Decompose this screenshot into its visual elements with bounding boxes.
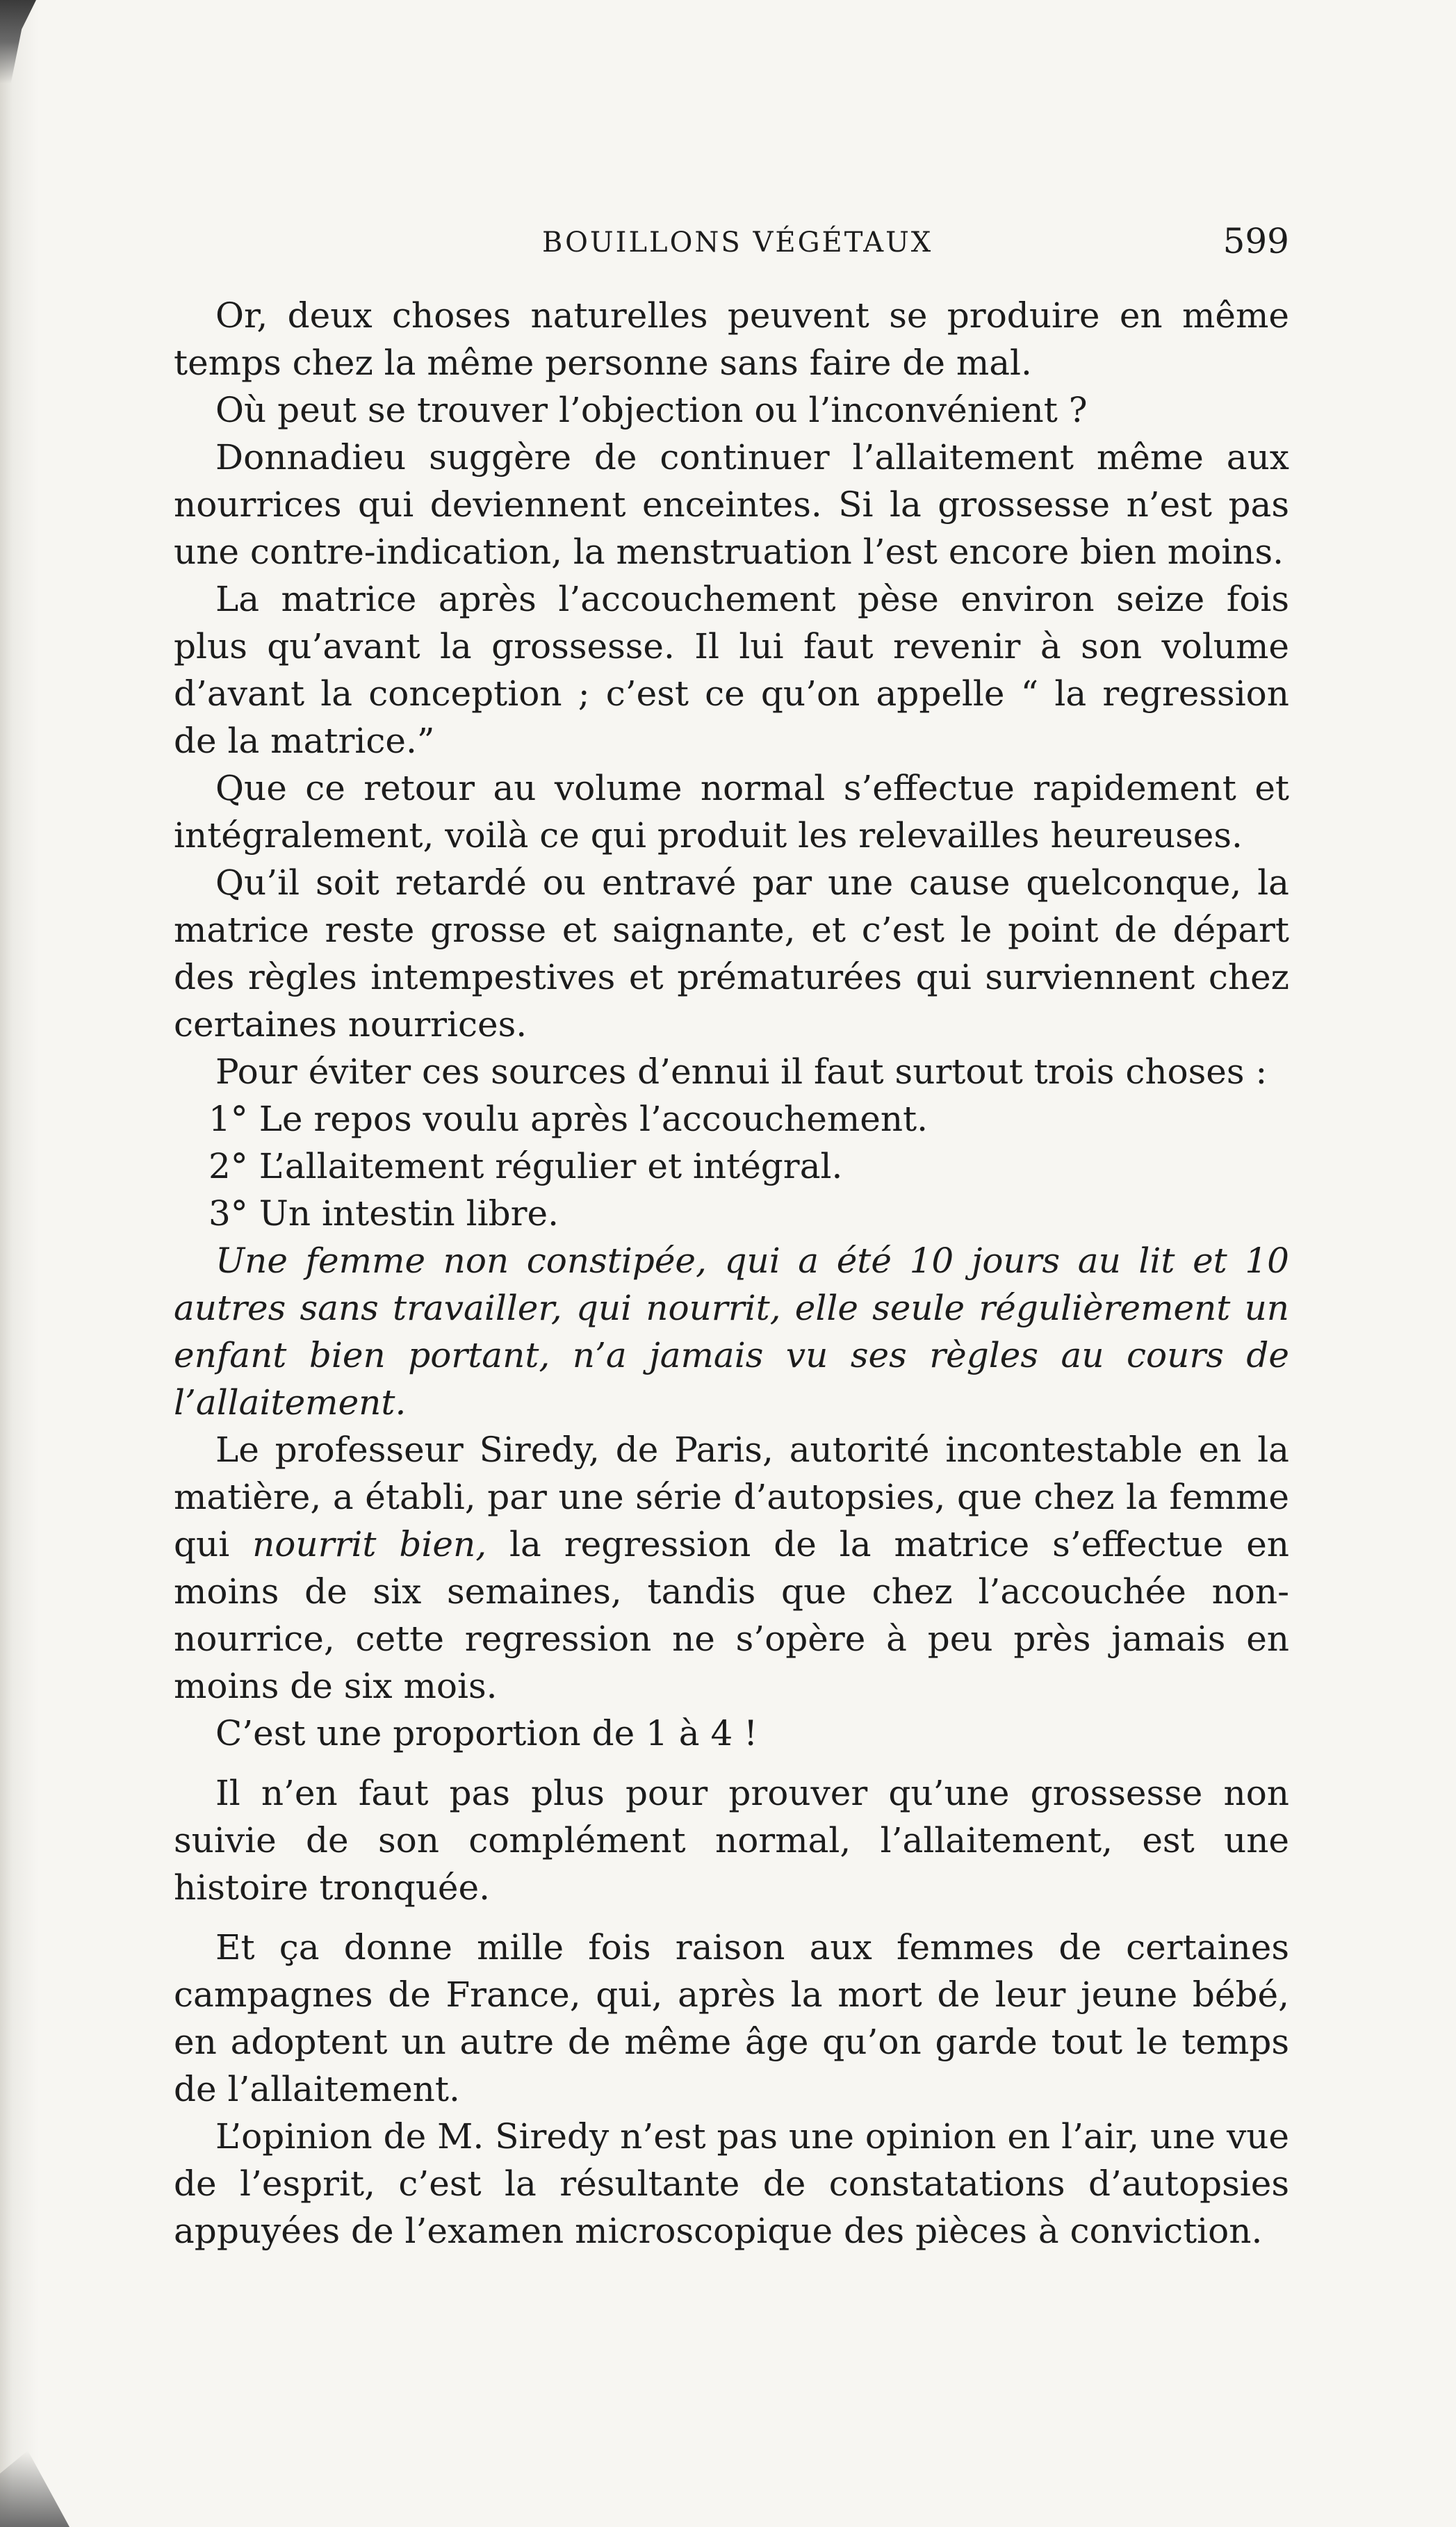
siredy-emphasis: nourrit bien, (252, 1524, 487, 1564)
paragraph: La matrice après l’accouchement pèse environ seize fois plus qu’avant la grossesse. Il lui faut revenir à son volume d’avant la conception ; c’est ce qu’on appelle “ la regression de la matrice.” (174, 579, 1289, 761)
paragraph: Et ça donne mille fois raison aux femmes de certaines campagnes de France, qui, après la mort de leur jeune bébé, en adoptent un autre de même âge qu’on garde tout le temps de l’allaitement. (174, 1927, 1289, 2109)
siredy-text-before: Le professeur Siredy, de Paris, autorité incontestable en la matière, a établi, par une série d’autopsies, que chez la femme qui (174, 1430, 1289, 1564)
paragraph: Or, deux choses naturelles peuvent se produire en même temps chez la même personne sans faire de mal. (174, 295, 1289, 383)
body-text (174, 292, 1289, 2255)
siredy-paragraph (174, 1426, 1289, 1710)
list-item: 3° Un intestin libre. (208, 1193, 559, 1234)
italic-paragraph: Une femme non constipée, qui a été 10 jours au lit et 10 autres sans travailler, qui nourrit, elle seule régulièrement un enfant bien portant, n’a jamais vu ses règles au cours de l’allaitement. (174, 1241, 1289, 1423)
list-item: 1° Le repos voulu après l’accouchement. (208, 1099, 929, 1139)
running-title: BOUILLONS VÉGÉTAUX (542, 227, 933, 259)
list-item: 2° L’allaitement régulier et intégral. (208, 1146, 843, 1186)
paragraph: C’est une proportion de 1 à 4 ! (215, 1713, 758, 1753)
page-edge-shadow (0, 0, 39, 2527)
paragraph: Pour éviter ces sources d’ennui il faut surtout trois choses : (215, 1052, 1268, 1092)
paragraph: Donnadieu suggère de continuer l’allaitement même aux nourrices qui deviennent enceintes. Si la grossesse n’est pas une contre-indication, la menstruation l’est encore bien moins. (174, 437, 1289, 572)
paragraph: Où peut se trouver l’objection ou l’inconvénient ? (215, 390, 1088, 430)
paragraph: Qu’il soit retardé ou entravé par une cause quelconque, la matrice reste grosse et saignante, et c’est le point de départ des règles intempestives et prématurées qui surviennent chez certaines nourrices. (174, 862, 1289, 1045)
paragraph: Il n’en faut pas plus pour prouver qu’une grossesse non suivie de son complément normal, l’allaitement, est une histoire tronquée. (174, 1773, 1289, 1908)
page-number: 599 (1222, 221, 1289, 261)
paragraph: Que ce retour au volume normal s’effectue rapidement et intégralement, voilà ce qui produit les relevailles heureuses. (174, 768, 1289, 856)
paragraph: L’opinion de M. Siredy n’est pas une opinion en l’air, une vue de l’esprit, c’est la résultante de constatations d’autopsies appuyées de l’examen microscopique des pièces à conviction. (174, 2116, 1289, 2251)
page-header (174, 221, 1289, 263)
siredy-text-after: la regression de la matrice s’effectue en moins de six semaines, tandis que chez l’accouchée non-nourrice, cette regression ne s’opère à peu près jamais en moins de six mois. (174, 1524, 1289, 1706)
